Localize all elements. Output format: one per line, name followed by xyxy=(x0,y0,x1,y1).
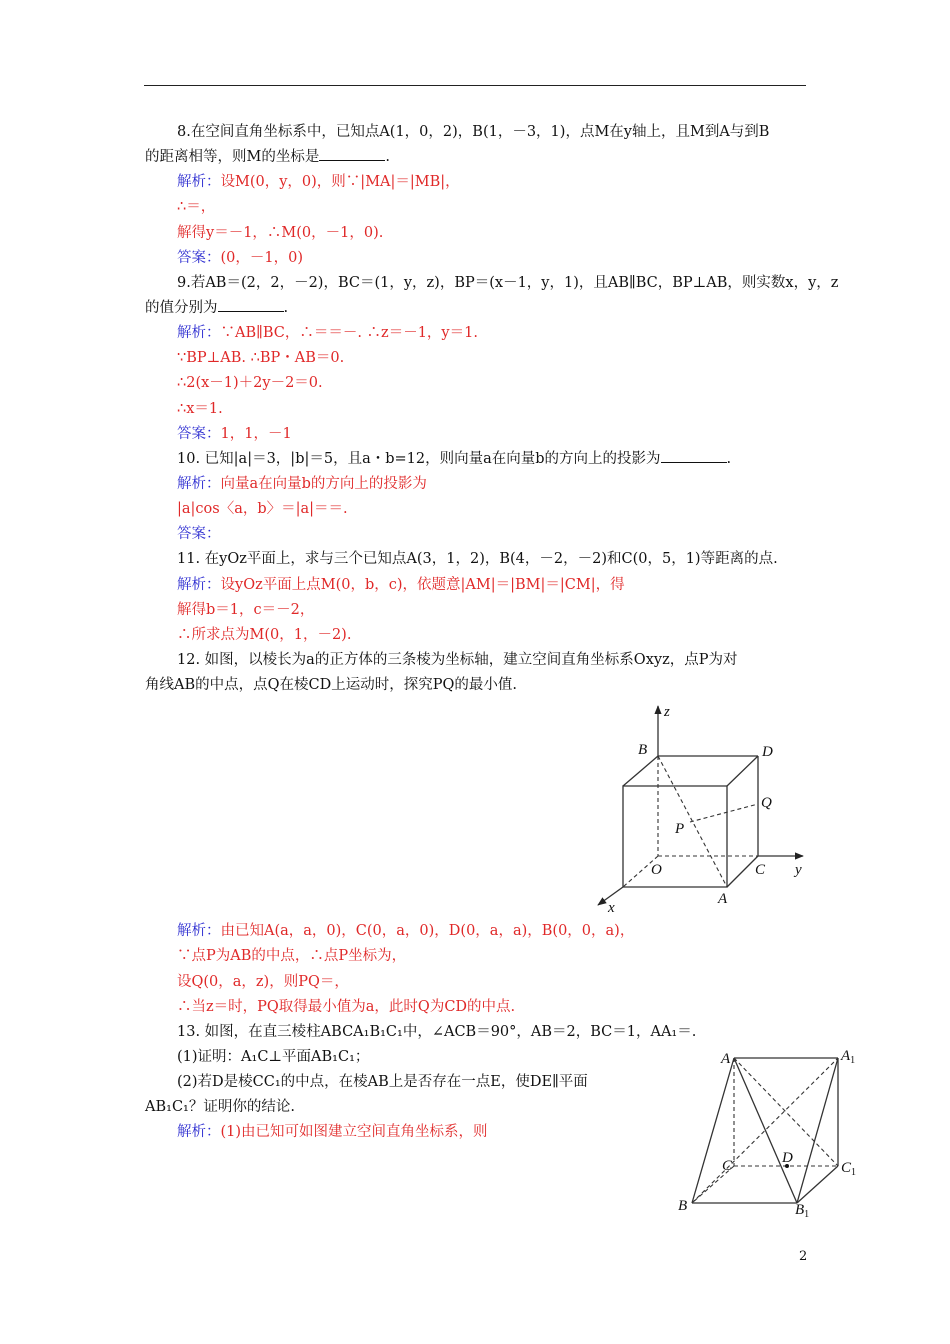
q8-stem-cont: 的距离相等，则M的坐标是 xyxy=(145,149,320,166)
q13-part1: (1)证明：A₁C⊥平面AB₁C₁； xyxy=(177,1048,370,1065)
q13-stem: 13. 如图，在直三棱柱ABCA₁B₁C₁中，∠ACB＝90°，AB＝2，BC＝1，AA₁＝. xyxy=(177,1023,697,1040)
answer-label: 答案： xyxy=(177,249,221,266)
q8-text-line: 的距离相等，则M的坐标是 . xyxy=(145,145,810,170)
answer-label: 答案： xyxy=(177,526,221,543)
analysis-label: 解析： xyxy=(177,1124,221,1141)
analysis-text: ∴x＝1. xyxy=(177,400,223,417)
label-B: B xyxy=(638,742,648,758)
q12-stem-cont: 角线AB的中点，点Q在棱CD上运动时，探究PQ的最小值. xyxy=(145,677,517,694)
analysis-text: 设yOz平面上点M(0，b，c)，依题意|AM|＝|BM|＝|CM|，得 xyxy=(220,576,625,593)
analysis-text: (1)由已知可如图建立空间直角坐标系，则 xyxy=(220,1124,488,1141)
label-A: A xyxy=(718,891,728,907)
analysis-text: 解得y＝－1，∴M(0，－1，0). xyxy=(177,224,384,241)
q13-part2: (2)若D是棱CC₁的中点，在棱AB上是否存在一点E，使DE∥平面 xyxy=(177,1074,588,1091)
label-C1: $C_1$ xyxy=(841,1160,857,1178)
q8-stem: 8.在空间直角坐标系中，已知点A(1，0，2)，B(1，－3，1)，点M在y轴上，且M到A与到B xyxy=(177,124,770,140)
analysis-text: ∴所求点为M(0，1，－2). xyxy=(177,626,352,643)
label-C: C xyxy=(722,1158,733,1174)
answer-text: 1，1，－1 xyxy=(220,425,292,442)
q9-text-line: 的值分别为 . xyxy=(145,296,810,321)
analysis-label: 解析： xyxy=(177,576,221,593)
analysis-text: ∴＝， xyxy=(177,199,216,216)
analysis-text: 由已知A(a，a，0)，C(0，a，0)，D(0，a，a)，B(0，0，a)， xyxy=(220,923,635,940)
analysis-text: 设M(0，y，0)，则∵|MA|＝|MB|， xyxy=(220,174,460,191)
q9-stem: 9.若AB＝(2，2，－2)，BC＝(1，y，z)，BP＝(x－1，y，1)，且AB∥BC，BP⊥AB，则实数x，y，z xyxy=(177,274,839,291)
analysis-label: 解析： xyxy=(177,325,221,342)
answer-text: (0，－1，0) xyxy=(220,249,303,266)
analysis-text: 解得b＝1，c＝－2， xyxy=(177,601,315,618)
q12-stem: 12. 如图，以棱长为a的正方体的三条棱为坐标轴，建立空间直角坐标系Oxyz，点P为对 xyxy=(177,651,738,668)
label-x: x xyxy=(608,900,615,916)
analysis-text: |a|cos〈a，b〉＝|a|＝＝. xyxy=(177,501,348,518)
answer-label: 答案： xyxy=(177,425,221,442)
label-D: D xyxy=(762,744,773,760)
label-B: B xyxy=(678,1198,688,1214)
label-A: A xyxy=(721,1051,731,1067)
analysis-label: 解析： xyxy=(177,923,221,940)
label-y: y xyxy=(795,862,802,878)
analysis-text: ∴2(x－1)＋2y－2＝0. xyxy=(177,375,323,392)
label-O: O xyxy=(651,862,662,878)
analysis-text: 设Q(0，a，z)，则PQ＝， xyxy=(177,973,349,990)
label-z: z xyxy=(664,704,670,720)
q13-part2-cont: AB₁C₁？证明你的结论. xyxy=(145,1099,295,1116)
label-Q: Q xyxy=(761,795,772,811)
q10-stem: 10. 已知|a|＝3，|b|＝5，且a・b=12，则向量a在向量b的方向上的投影为 xyxy=(177,450,661,467)
label-P: P xyxy=(675,821,685,837)
analysis-label: 解析： xyxy=(177,475,221,492)
analysis-text: ∵AB∥BC，∴＝＝－. ∴z＝－1，y＝1. xyxy=(220,325,478,342)
analysis-text: 向量a在向量b的方向上的投影为 xyxy=(220,475,427,492)
q10-text-line: 10. 已知|a|＝3，|b|＝5，且a・b=12，则向量a在向量b的方向上的投影为 . xyxy=(145,447,810,472)
analysis-text: ∵点P为AB的中点，∴点P坐标为， xyxy=(177,948,407,965)
label-D: D xyxy=(782,1150,793,1166)
analysis-text: ∴当z＝时，PQ取得最小值为a，此时Q为CD的中点. xyxy=(177,998,516,1015)
analysis-text: ∵BP⊥AB. ∴BP・AB＝0. xyxy=(177,350,345,367)
label-A1: $A_1$ xyxy=(841,1048,856,1066)
analysis-label: 解析： xyxy=(177,174,221,191)
label-C: C xyxy=(755,862,766,878)
q9-stem-cont: 的值分别为 xyxy=(145,299,218,316)
label-B1: $B_1$ xyxy=(795,1202,810,1220)
q11-stem: 11. 在yOz平面上，求与三个已知点A(3，1，2)，B(4，－2，－2)和C(0，5，1)等距离的点. xyxy=(177,551,778,568)
page-number: 2 xyxy=(799,1249,808,1264)
